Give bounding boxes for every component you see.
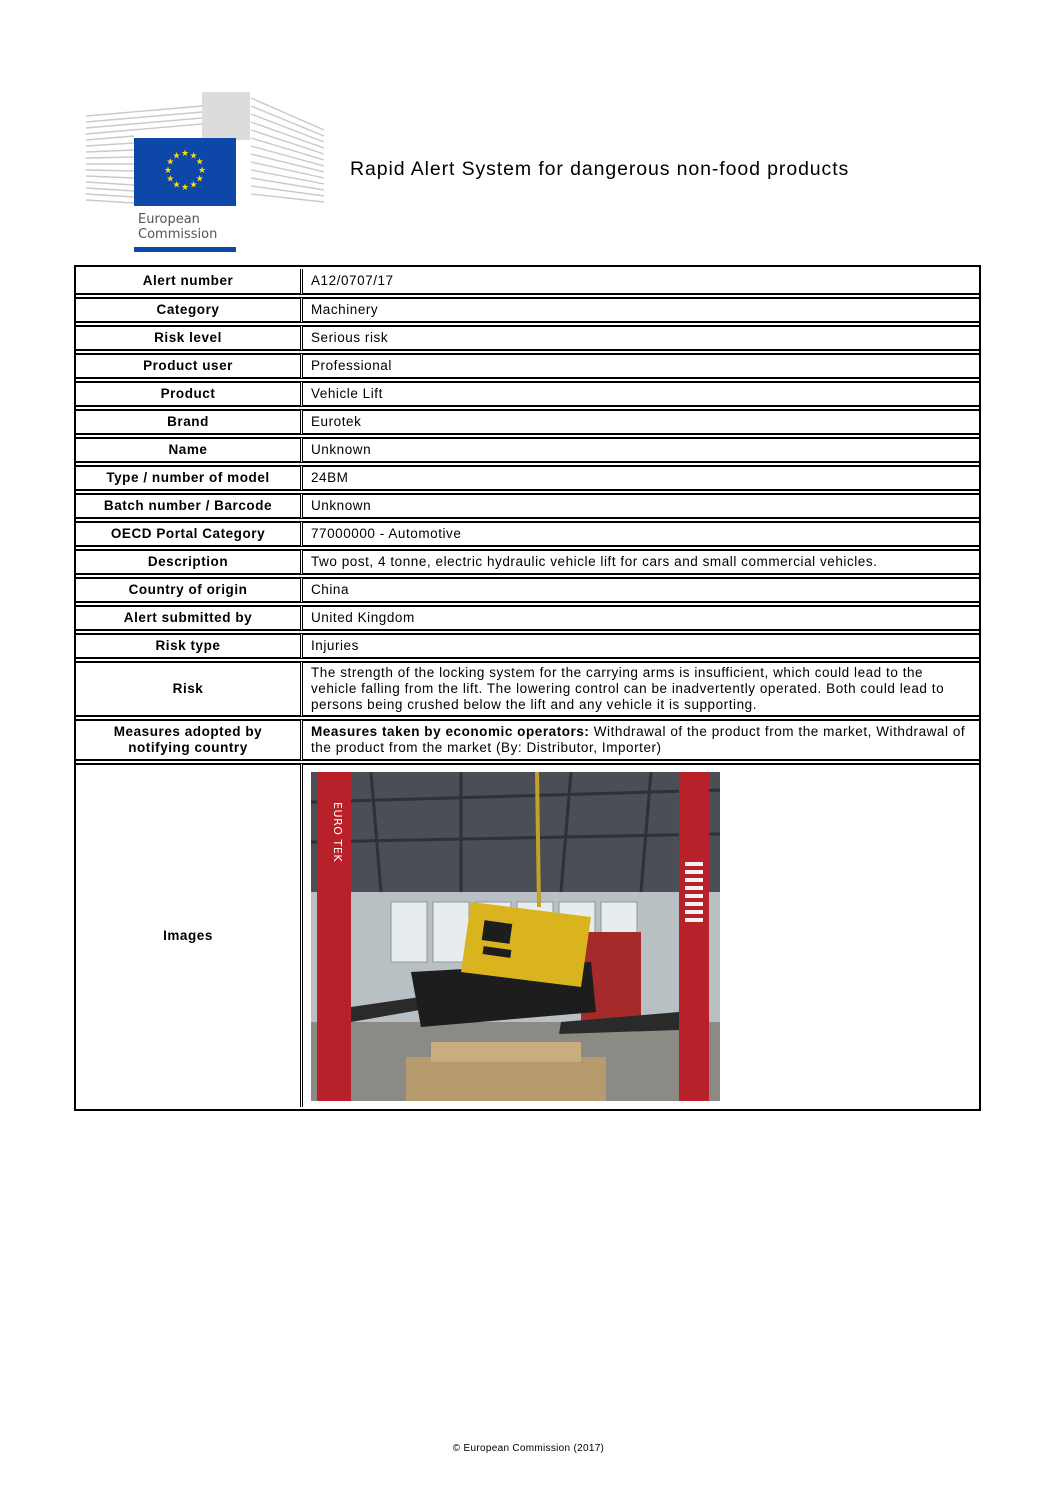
logo-text xyxy=(138,212,217,242)
row-value: China xyxy=(303,577,979,603)
row-label: Country of origin xyxy=(76,577,303,603)
logo-text-line1: European xyxy=(138,212,200,227)
row-value xyxy=(303,719,979,761)
alert-table xyxy=(74,265,981,1111)
table-row xyxy=(76,297,979,323)
row-label: Description xyxy=(76,549,303,575)
table-row xyxy=(76,437,979,463)
european-commission-logo xyxy=(86,88,324,254)
row-label: Risk level xyxy=(76,325,303,351)
table-row xyxy=(76,661,979,717)
table-row xyxy=(76,381,979,407)
row-label: Type / number of model xyxy=(76,465,303,491)
svg-text:★: ★ xyxy=(197,166,207,176)
footer-copyright: © European Commission (2017) xyxy=(452,1443,605,1454)
row-value: Two post, 4 tonne, electric hydraulic vehicle lift for cars and small commercial vehicles. xyxy=(303,549,979,575)
table-row xyxy=(76,521,979,547)
table-row xyxy=(76,549,979,575)
row-label: Alert number xyxy=(76,269,303,295)
logo-text-line2: Commission xyxy=(138,227,218,242)
svg-text:★: ★ xyxy=(195,157,204,168)
svg-text:★: ★ xyxy=(180,149,190,159)
row-value: Unknown xyxy=(303,493,979,519)
row-value: United Kingdom xyxy=(303,605,979,631)
row-label: Batch number / Barcode xyxy=(76,493,303,519)
svg-text:★: ★ xyxy=(172,180,181,191)
row-value: A12/0707/17 xyxy=(303,269,979,295)
row-label: Brand xyxy=(76,409,303,435)
row-value: Injuries xyxy=(303,633,979,659)
measures-prefix: Measures taken by economic operators: xyxy=(311,724,590,739)
logo-underline xyxy=(134,247,236,252)
row-label: Name xyxy=(76,437,303,463)
table-row xyxy=(76,577,979,603)
row-label: Alert submitted by xyxy=(76,605,303,631)
post-lettering: EURO TEK xyxy=(331,801,344,862)
table-row xyxy=(76,269,979,295)
svg-text:★: ★ xyxy=(189,180,198,191)
row-label: Measures adopted by notifying country xyxy=(76,719,303,761)
table-row xyxy=(76,325,979,351)
row-label: Images xyxy=(76,763,303,1107)
measures-text: Withdrawal of the product from the market, Withdrawal of the product from the market (By: Distributor, Importer) xyxy=(311,724,966,755)
row-value: Machinery xyxy=(303,297,979,323)
row-label: Category xyxy=(76,297,303,323)
svg-text:★: ★ xyxy=(195,174,204,185)
table-row xyxy=(76,409,979,435)
row-value: The strength of the locking system for the carrying arms is insufficient, which could lead to the vehicle falling from the lift. The lowering control can be inadvertently operated. Both could lead to persons being crushed below the lift and any vehicle it is supporting. xyxy=(303,661,979,717)
row-value: Professional xyxy=(303,353,979,379)
svg-text:★: ★ xyxy=(166,157,175,168)
row-label: Risk xyxy=(76,661,303,717)
table-row xyxy=(76,493,979,519)
table-row-measures xyxy=(76,719,979,761)
row-value: Unknown xyxy=(303,437,979,463)
row-label: Product xyxy=(76,381,303,407)
row-value: Vehicle Lift xyxy=(303,381,979,407)
row-value xyxy=(303,763,979,1107)
table-row xyxy=(76,353,979,379)
page-title: Rapid Alert System for dangerous non-food products xyxy=(350,158,850,180)
svg-text:★: ★ xyxy=(163,166,173,176)
table-row xyxy=(76,605,979,631)
product-photo xyxy=(311,772,720,1101)
table-row xyxy=(76,465,979,491)
row-value: 77000000 - Automotive xyxy=(303,521,979,547)
row-label: Risk type xyxy=(76,633,303,659)
row-value: 24BM xyxy=(303,465,979,491)
table-row-images xyxy=(76,763,979,1107)
svg-text:★: ★ xyxy=(172,151,181,162)
row-value: Eurotek xyxy=(303,409,979,435)
svg-text:★: ★ xyxy=(189,151,198,162)
row-value: Serious risk xyxy=(303,325,979,351)
svg-text:★: ★ xyxy=(166,174,175,185)
table-row xyxy=(76,633,979,659)
row-label: OECD Portal Category xyxy=(76,521,303,547)
svg-text:★: ★ xyxy=(180,183,190,193)
row-label: Product user xyxy=(76,353,303,379)
